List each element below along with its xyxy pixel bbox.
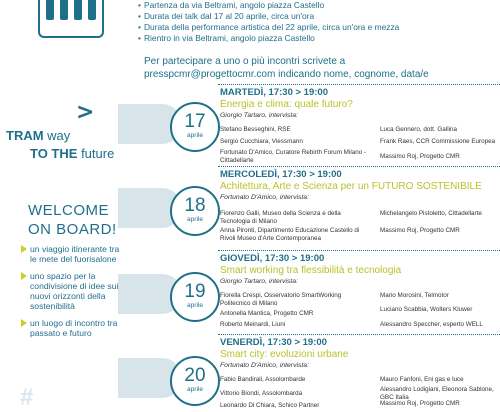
hashtag-icon: # [20,384,34,411]
list-item: • Rientro in via Beltrami, angolo piazza Castello [144,33,399,44]
date-badge [170,356,220,406]
event-date: GIOVEDÌ, 17:30 > 19:00 [220,253,325,264]
to-the-future-heading [30,146,114,161]
speaker-right: Massimo Roj, Progetto CMR [380,227,460,234]
bullet-text: uno spazio per la condivisione di idee sui nuovi orizzonti della sostenibilità [30,271,119,311]
list-item: • Durata della performance artistica del 22 aprile, circa un'ora e mezza [144,22,399,33]
main-content [118,0,500,410]
participation-line: Per partecipare a uno o più incontri scrivete a [144,56,346,67]
welcome-heading [28,201,117,239]
event-details [220,169,500,202]
speaker-left: Fiorenzo Galli, Museo della Scienza e della Tecnologia di Milano [220,210,341,225]
participation-email-line: presspcmr@progettocmr.com indicando nome, cognome, data/e [144,68,429,80]
speaker-left: Stefano Besseghini, RSE [220,126,291,133]
tram-window [60,0,68,20]
event-date: MERCOLEDÌ, 17:30 > 19:00 [220,169,342,180]
speaker-right: Mario Morosini, Telmotor [380,292,449,299]
tram-word: TRAM [6,128,44,143]
date-day: 18 [184,195,206,216]
event-interviewer: Fortunato D'Amico, intervista: [220,194,309,201]
list-item [30,244,120,264]
way-word: way [47,128,71,143]
event-interviewer: Giorgio Tartaro, intervista: [220,278,298,285]
list-item: • Durata dei talk dal 17 al 20 aprile, circa un'ora [144,11,399,22]
bullet-text: un viaggio itinerante tra le mete del fuorisalone [30,244,120,264]
welcome-line: WELCOME [28,202,110,219]
speaker-right: Alessandro Speccher, esperto WELL [380,321,483,328]
tram-window [88,0,96,20]
date-day: 17 [184,111,206,132]
tram-illustration [38,0,104,38]
speaker-right: Massimo Roj, Progetto CMR [380,400,460,407]
event-interviewer: Giorgio Tartaro, intervista: [220,112,298,119]
speaker-right: Massimo Roj, Progetto CMR [380,153,460,160]
speaker-left: Anna Pironti, Dipartimento Educazione Castello di Rivoli Museo d'Arte Contemporanea [220,227,360,242]
info-list [144,0,399,44]
tram-way-heading [6,128,70,143]
tram-window [46,0,54,20]
future-word: future [81,146,115,161]
on-board-line: ON BOARD! [28,221,117,238]
date-month: aprile [187,216,203,223]
event-title: Smart working tra flessibilità e tecnologia [220,265,402,276]
date-day: 19 [184,281,206,302]
speaker-left: Leonardo Di Chiara, Schico Partner [220,402,320,409]
triangle-bullet-icon [21,245,27,253]
triangle-bullet-icon [21,272,27,280]
event-date: VENERDÌ, 17:30 > 19:00 [220,337,327,348]
event-block [118,250,500,332]
divider [218,166,500,168]
to-the-word: TO THE [30,146,78,161]
speaker-right: Mauro Fanfoni, Eni gas e luce [380,376,464,383]
date-month: aprile [187,302,203,309]
date-badge [170,186,220,236]
speaker-right: Alessandro Lodigiani, Eleonora Sablone, GBC Italia [380,386,494,401]
list-item: • Partenza da via Beltrami, angolo piazza Castello [144,0,399,11]
triangle-bullet-icon [21,319,27,327]
event-date: MARTEDÌ, 17:30 > 19:00 [220,87,328,98]
list-item [30,271,120,311]
speaker-left: Roberto Meinardi, Liuni [220,321,286,328]
tram-window [74,0,82,20]
event-details [220,253,500,286]
speaker-left: Sergio Cucchiara, Viessmann [220,138,303,145]
event-details [220,87,500,120]
date-badge [170,102,220,152]
speaker-right: Luciano Scabbia, Wolters Kluwer [380,306,473,313]
speaker-left: Antonella Mantica, Progetto CMR [220,310,314,317]
speaker-left: Fiorella Crespi, Osservatorio SmartWorking Politecnico di Milano [220,292,342,307]
bullet-text: un luogo di incontro tra passato e futuro [30,318,118,338]
speaker-right: Luca Gennero, dott. Gallina [380,126,458,133]
event-title: Achitettura, Arte e Scienza per un FUTURO SOSTENIBILE [220,181,482,192]
list-item [30,318,120,338]
divider [218,334,500,336]
speaker-left: Fortunato D'Amico, Curatore Rebirth Forum Milano - Cittadellarte [220,149,367,164]
sidebar-bullet-list [30,244,120,345]
divider [218,84,500,86]
date-day: 20 [184,365,206,386]
event-block [118,84,500,164]
speaker-left: Fabio Bandirali, Assolombarde [220,376,306,383]
event-title: Smart city: evoluzioni urbane [220,349,349,360]
speaker-right: Michelangelo Pistoletto, Cittadellarte [380,210,482,217]
participation-note [144,56,494,81]
event-title: Energia e clima: quale futuro? [220,99,353,110]
date-badge [170,272,220,322]
date-month: aprile [187,386,203,393]
event-details [220,337,500,370]
date-month: aprile [187,132,203,139]
divider [218,250,500,252]
arrow-right-icon: > [76,100,95,125]
sidebar [0,0,118,410]
event-block [118,166,500,248]
event-interviewer: Fortunato D'Amico, intervista: [220,362,309,369]
event-block [118,334,500,410]
speaker-left: Vittorio Biondi, Assolombarda [220,390,303,397]
speaker-right: Frank Raes, CCR Commissione Europea [380,138,496,145]
